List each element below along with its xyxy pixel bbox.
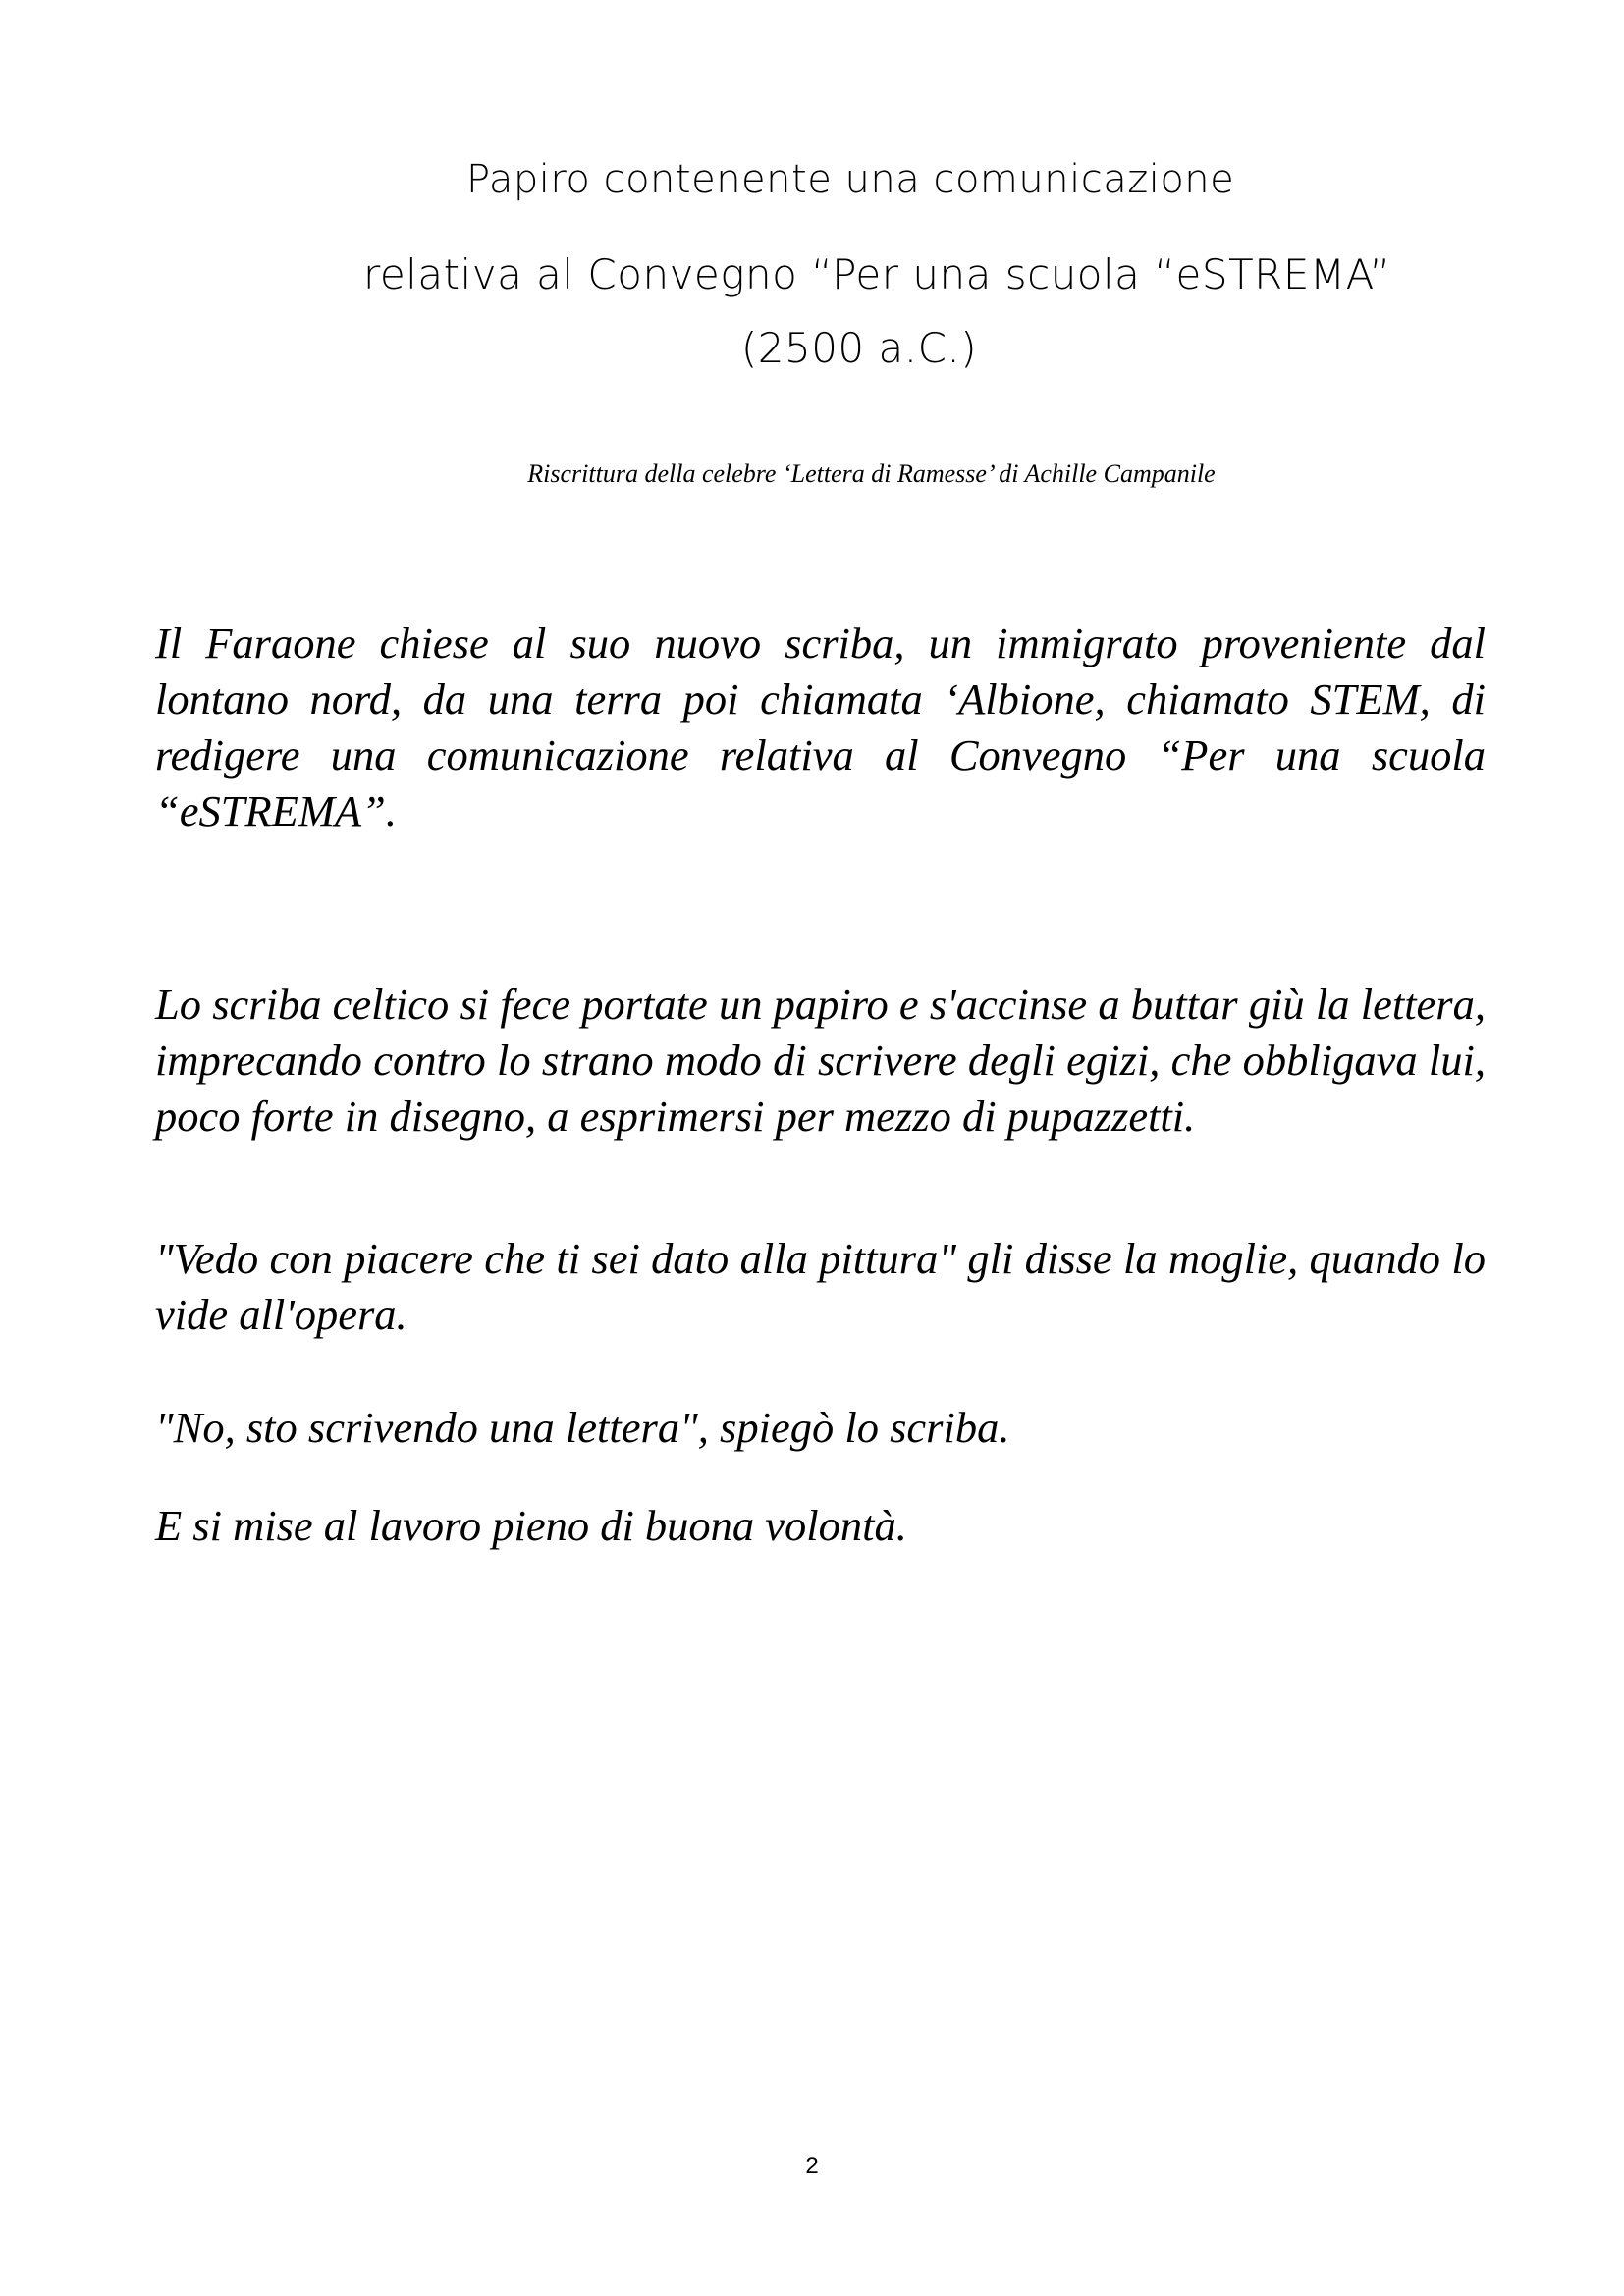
- subtitle: Riscrittura della celebre ‘Lettera di Ramesse’ di Achille Campanile: [527, 459, 1216, 488]
- paragraph-4: "No, sto scrivendo una lettera", spiegò lo scriba.: [155, 1403, 1010, 1452]
- page-number: 2: [805, 2153, 819, 2179]
- paragraph-3: "Vedo con piacere che ti sei dato alla pittura" gli disse la moglie, quando lo vide all'opera.: [155, 1234, 1486, 1339]
- title-line-2: relativa al Convegno “Per una scuola “eSTREMA”: [363, 250, 1391, 298]
- title-line-3: (2500 a.C.): [740, 324, 978, 372]
- paragraph-2: Lo scriba celtico si fece portate un papiro e s'accinse a buttar giù la lettera, imprecando contro lo strano modo di scrivere degli egizi, che obbligava lui, poco forte in disegno, a esprimersi per mezzo di pupazzetti.: [155, 980, 1486, 1141]
- title-line-1: Papiro contenente una comunicazione: [466, 157, 1235, 202]
- paragraph-1: Il Faraone chiese al suo nuovo scriba, un immigrato proveniente dal lontano nord, da una terra poi chiamata ‘Albione, chiamato STEM, di redigere una comunicazione relativa al Convegno “Per una scuola “eSTREMA”.: [155, 618, 1486, 835]
- paragraph-5: E si mise al lavoro pieno di buona volontà.: [155, 1501, 907, 1550]
